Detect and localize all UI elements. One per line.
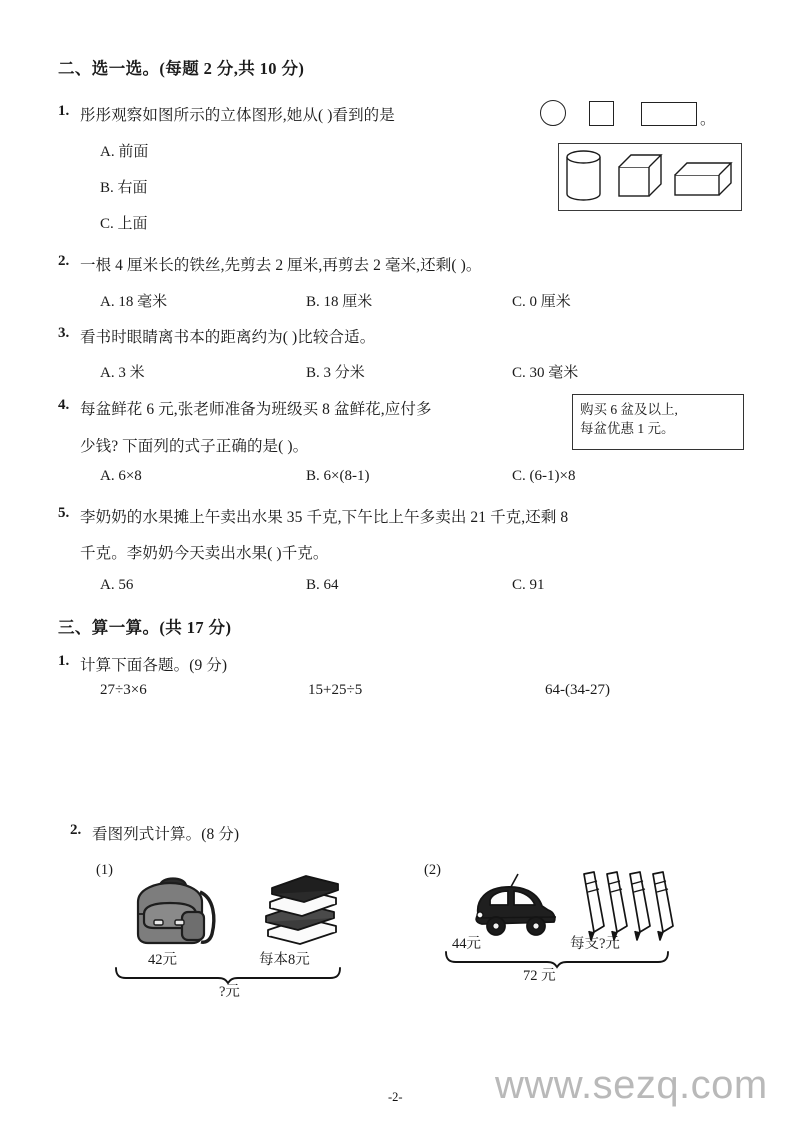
question-3-option-c[interactable]: C. 30 毫米 [512, 365, 579, 381]
section-three-question-1-number: 1. [58, 653, 70, 669]
question-5-number: 5. [58, 505, 70, 521]
books-price-label: 每本8元 [259, 952, 310, 968]
question-2-number: 2. [58, 253, 70, 269]
books-icon [258, 874, 344, 946]
promotion-note-box [572, 394, 744, 450]
promotion-note-line-1: 购买 6 盆及以上, [580, 402, 678, 417]
section-three-question-1-prompt: 计算下面各题。(9 分) [80, 657, 228, 674]
question-3-option-b[interactable]: B. 3 分米 [306, 365, 365, 381]
section-three-question-2-prompt: 看图列式计算。(8 分) [92, 826, 240, 843]
backpack-price-label: 42元 [148, 952, 177, 968]
question-1-period: 。 [700, 111, 716, 128]
question-4-stem-line-1: 每盆鲜花 6 元,张老师准备为班级买 8 盆鲜花,应付多 [80, 401, 432, 418]
subquestion-2-label: (2) [424, 862, 441, 878]
question-3-stem: 看书时眼睛离书本的距离约为( )比较合适。 [80, 329, 376, 346]
expression-1: 27÷3×6 [100, 682, 147, 698]
question-2-option-b[interactable]: B. 18 厘米 [306, 294, 373, 310]
section-two-heading: 二、选一选。(每题 2 分,共 10 分) [58, 59, 305, 78]
answer-shape-square [589, 101, 614, 126]
backpack-icon [120, 872, 230, 947]
solids-svg [559, 144, 739, 208]
brace-subquestion-2 [444, 950, 670, 968]
question-5-option-b[interactable]: B. 64 [306, 577, 339, 593]
section-three-question-2-number: 2. [70, 822, 82, 838]
question-1-option-a[interactable]: A. 前面 [100, 144, 149, 160]
question-1-option-c[interactable]: C. 上面 [100, 216, 148, 232]
subquestion-2-total-label: 72 元 [523, 968, 556, 984]
answer-shape-rectangle [641, 102, 697, 126]
answer-shape-circle [540, 100, 566, 126]
question-3-number: 3. [58, 325, 70, 341]
question-5-option-a[interactable]: A. 56 [100, 577, 134, 593]
question-1-stem: 彤彤观察如图所示的立体图形,她从( )看到的是 [80, 107, 395, 124]
cuboid-icon [675, 163, 731, 195]
question-2-option-c[interactable]: C. 0 厘米 [512, 294, 571, 310]
expression-3: 64-(34-27) [545, 682, 610, 698]
page-number: -2- [388, 1090, 403, 1104]
question-5-stem-line-2: 千克。李奶奶今天卖出水果( )千克。 [80, 545, 329, 562]
subquestion-1-label: (1) [96, 862, 113, 878]
question-4-option-c[interactable]: C. (6-1)×8 [512, 468, 576, 484]
question-5-stem-line-1: 李奶奶的水果摊上午卖出水果 35 千克,下午比上午多卖出 21 千克,还剩 8 [80, 509, 569, 526]
question-1-option-b[interactable]: B. 右面 [100, 180, 148, 196]
solids-diagram [558, 143, 742, 211]
toy-car-price-label: 44元 [452, 936, 481, 952]
question-5-option-c[interactable]: C. 91 [512, 577, 545, 593]
subquestion-1-total-label: ?元 [219, 984, 240, 1000]
question-2-stem: 一根 4 厘米长的铁丝,先剪去 2 厘米,再剪去 2 毫米,还剩( )。 [80, 257, 482, 274]
expression-2: 15+25÷5 [308, 682, 363, 698]
promotion-note-line-2: 每盆优惠 1 元。 [580, 421, 675, 436]
cylinder-icon [567, 151, 600, 200]
question-3-option-a[interactable]: A. 3 米 [100, 365, 145, 381]
question-4-option-b[interactable]: B. 6×(8-1) [306, 468, 370, 484]
pens-price-label: 每支?元 [570, 936, 620, 952]
question-4-stem-line-2: 少钱? 下面列的式子正确的是( )。 [80, 438, 309, 455]
question-4-number: 4. [58, 397, 70, 413]
question-2-option-a[interactable]: A. 18 毫米 [100, 294, 168, 310]
section-three-heading: 三、算一算。(共 17 分) [58, 618, 232, 637]
question-4-option-a[interactable]: A. 6×8 [100, 468, 142, 484]
question-1-number: 1. [58, 103, 70, 119]
watermark: www.sezq.com [495, 1063, 768, 1107]
cube-icon [619, 155, 661, 196]
